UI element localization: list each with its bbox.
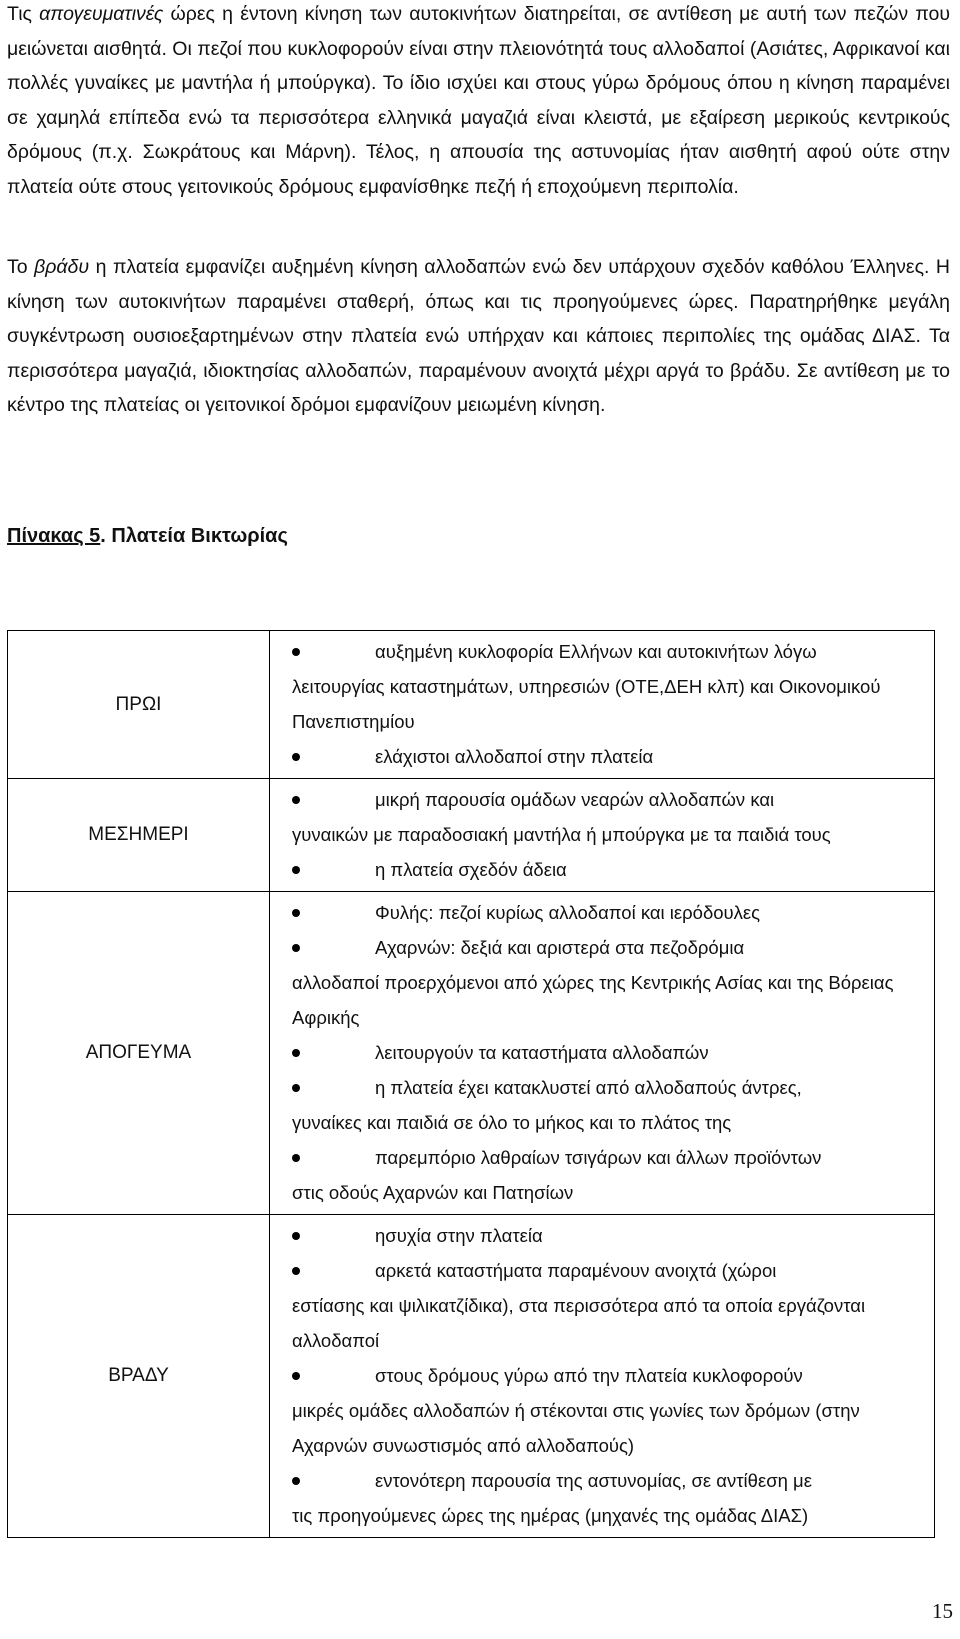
list-item xyxy=(292,1070,922,1140)
list-item xyxy=(292,634,922,739)
table-title: . Πλατεία Βικτωρίας xyxy=(100,525,288,547)
list-item-text: παρεμπόριο λαθραίων τσιγάρων και άλλων προϊόντων xyxy=(375,1147,822,1168)
emphasized-word: απογευματινές xyxy=(39,3,164,25)
list-item-continuation: τις προηγούμενες ώρες της ημέρας (μηχανές της ομάδας ΔΙΑΣ) xyxy=(292,1505,809,1526)
bullet-icon xyxy=(292,1154,300,1162)
bullet-icon xyxy=(292,909,300,917)
list-item-continuation: αλλοδαποί προερχόμενοι από χώρες της Κεντρικής Ασίας και της Βόρειας Αφρικής xyxy=(292,972,894,1028)
emphasized-word: βράδυ xyxy=(34,256,90,278)
period-cell: ΒΡΑΔΥ xyxy=(8,1215,270,1538)
paragraph-rest: η πλατεία εμφανίζει αυξημένη κίνηση αλλοδαπών ενώ δεν υπάρχουν σχεδόν καθόλου Έλληνες. Η κίνηση των αυτοκινήτων παραμένει σταθερή, όπως και τις προηγούμενες ώρες. Παρατηρήθηκε μεγάλη συγκέντρωση ουσιοεξαρτημένων στην πλατεία ενώ υπήρχαν και κάποιες περιπολίες της ομάδας ΔΙΑΣ. Τα περισσότερα μαγαζιά, ιδιοκτησίας αλλοδαπών, παραμένουν ανοιχτά μέχρι αργά το βράδυ. Σε αντίθεση με το κέντρο της πλατείας οι γειτονικοί δρόμοι εμφανίζουν μειωμένη κίνηση. xyxy=(7,256,950,416)
list-item-text: εντονότερη παρουσία της αστυνομίας, σε αντίθεση με xyxy=(375,1470,812,1491)
list-item xyxy=(292,852,922,887)
list-item-text: η πλατεία σχεδόν άδεια xyxy=(375,859,567,880)
paragraph-start: Τις xyxy=(7,3,40,25)
list-item xyxy=(292,782,922,852)
list-item xyxy=(292,895,922,930)
bullet-icon xyxy=(292,1477,300,1485)
observations-cell xyxy=(270,631,935,779)
list-item-text: ελάχιστοι αλλοδαποί στην πλατεία xyxy=(375,746,654,767)
table-row xyxy=(8,1215,935,1538)
list-item xyxy=(292,1218,922,1253)
observations-cell xyxy=(270,892,935,1215)
table-heading xyxy=(7,525,288,548)
list-item-text: μικρή παρουσία ομάδων νεαρών αλλοδαπών και xyxy=(375,789,775,810)
paragraph-rest: ώρες η έντονη κίνηση των αυτοκινήτων διατηρείται, σε αντίθεση με αυτή των πεζών που μειώνεται αισθητά. Οι πεζοί που κυκλοφορούν είναι στην πλειονότητά τους αλλοδαποί (Ασιάτες, Αφρικανοί και πολλές γυναίκες με μαντήλα ή μπούργκα). Το ίδιο ισχύει και στους γύρω δρόμους όπου η κίνηση παραμένει σε χαμηλά επίπεδα ενώ τα περισσότερα ελληνικά μαγαζιά είναι κλειστά, με εξαίρεση μερικούς κεντρικούς δρόμους (π.χ. Σωκράτους και Μάρνη). Τέλος, η απουσία της αστυνομίας ήταν αισθητή αφού ούτε στην πλατεία ούτε στους γειτονικούς δρόμους εμφανίσθηκε πεζή ή εποχούμενη περιπολία. xyxy=(7,3,951,198)
list-item-text: αρκετά καταστήματα παραμένουν ανοιχτά (χώροι xyxy=(375,1260,777,1281)
list-item-text: ησυχία στην πλατεία xyxy=(375,1225,543,1246)
bullet-icon xyxy=(292,1232,300,1240)
period-cell: ΠΡΩΙ xyxy=(8,631,270,779)
list-item-text: η πλατεία έχει κατακλυστεί από αλλοδαπούς άντρες, xyxy=(375,1077,802,1098)
list-item-continuation: εστίασης και ψιλικατζίδικα), στα περισσότερα από τα οποία εργάζονται αλλοδαποί xyxy=(292,1295,866,1351)
list-item-text: στους δρόμους γύρω από την πλατεία κυκλοφορούν xyxy=(375,1365,803,1386)
list-item-text: Φυλής: πεζοί κυρίως αλλοδαποί και ιερόδουλες xyxy=(375,902,761,923)
paragraph-afternoon xyxy=(7,0,950,204)
list-item-text: Αχαρνών: δεξιά και αριστερά στα πεζοδρόμια xyxy=(375,937,745,958)
observations-cell xyxy=(270,1215,935,1538)
list-item-continuation: γυναίκες και παιδιά σε όλο το μήκος και το πλάτος της xyxy=(292,1112,732,1133)
observations-table xyxy=(7,630,935,1538)
bullet-icon xyxy=(292,753,300,761)
list-item xyxy=(292,1463,922,1533)
table-label: Πίνακας 5 xyxy=(7,525,101,547)
bullet-icon xyxy=(292,1049,300,1057)
bullet-icon xyxy=(292,1267,300,1275)
list-item xyxy=(292,1140,922,1210)
bullet-icon xyxy=(292,648,300,656)
bullet-icon xyxy=(292,1084,300,1092)
table-row xyxy=(8,892,935,1215)
list-item xyxy=(292,1358,922,1463)
list-item-text: λειτουργούν τα καταστήματα αλλοδαπών xyxy=(375,1042,709,1063)
list-item-text: αυξημένη κυκλοφορία Ελλήνων και αυτοκινήτων λόγω xyxy=(375,641,817,662)
list-item-continuation: στις οδούς Αχαρνών και Πατησίων xyxy=(292,1182,574,1203)
list-item xyxy=(292,1253,922,1358)
observations-cell xyxy=(270,779,935,892)
bullet-icon xyxy=(292,866,300,874)
list-item xyxy=(292,930,922,1035)
bullet-icon xyxy=(292,796,300,804)
paragraph-start: Το xyxy=(7,256,35,278)
period-cell: ΑΠΟΓΕΥΜΑ xyxy=(8,892,270,1215)
table-row xyxy=(8,631,935,779)
period-cell: ΜΕΣΗΜΕΡΙ xyxy=(8,779,270,892)
list-item xyxy=(292,1035,922,1070)
list-item-continuation: λειτουργίας καταστημάτων, υπηρεσιών (ΟΤΕ,ΔΕΗ κλπ) και Οικονομικού Πανεπιστημίου xyxy=(292,676,881,732)
table-row xyxy=(8,779,935,892)
page-number: 15 xyxy=(932,1599,953,1623)
bullet-icon xyxy=(292,1372,300,1380)
bullet-icon xyxy=(292,944,300,952)
list-item-continuation: μικρές ομάδες αλλοδαπών ή στέκονται στις γωνίες των δρόμων (στην Αχαρνών συνωστισμός από αλλοδαπούς) xyxy=(292,1400,860,1456)
list-item-continuation: γυναικών με παραδοσιακή μαντήλα ή μπούργκα με τα παιδιά τους xyxy=(292,824,831,845)
list-item xyxy=(292,739,922,774)
paragraph-evening xyxy=(7,250,950,423)
